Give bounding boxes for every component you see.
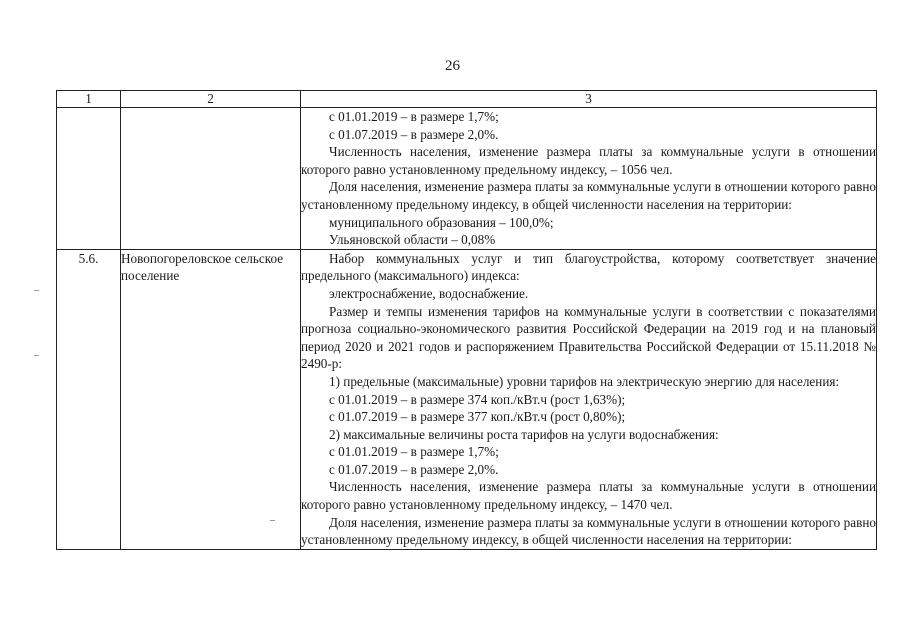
paragraph: Численность населения, изменение размера платы за коммунальные услуги в отношении которого равно установленному предельному индексу, – 1056 чел.: [301, 144, 876, 177]
paragraph: муниципального образования – 100,0%;: [329, 214, 554, 230]
scan-speck: [270, 520, 275, 521]
paragraph: Доля населения, изменение размера платы за коммунальные услуги в отношении которого равно установленному предельному индексу, в общей численности населения на территории:: [301, 179, 876, 212]
row-number-cell: [57, 108, 121, 250]
paragraph: Набор коммунальных услуг и тип благоустройства, которому соответствует значение предельного (максимального) индекса:: [301, 250, 876, 284]
paragraph: с 01.01.2019 – в размере 1,7%;: [329, 109, 499, 124]
paragraph: с 01.07.2019 – в размере 377 коп./кВт.ч (рост 0,80%);: [329, 409, 626, 425]
table-row-continued: [57, 108, 877, 250]
paragraph: с 01.07.2019 – в размере 2,0%.: [329, 461, 499, 477]
column-header-1: 1: [57, 91, 121, 108]
description-cell: [301, 108, 877, 250]
page-number: 26: [445, 58, 460, 74]
document-table: [56, 90, 877, 550]
paragraph: с 01.07.2019 – в размере 2,0%.: [329, 126, 499, 142]
paragraph: 1) предельные (максимальные) уровни тарифов на электрическую энергию для населения:: [329, 373, 840, 389]
paragraph: Доля населения, изменение размера платы за коммунальные услуги в отношении которого равно установленному предельному индексу, в общей численности населения на территории:: [301, 514, 876, 548]
row-number-cell: 5.6.: [57, 249, 121, 549]
paragraph: с 01.01.2019 – в размере 1,7%;: [329, 444, 499, 460]
table-header-row: [57, 91, 877, 108]
paragraph: Размер и темпы изменения тарифов на коммунальные услуги в соответствии с показателями прогноза социально-экономического развития Российской Федерации на 2019 год и на плановый период 2020 и 2021 годов и распоряжением Правительства Российской Федерации от 15.11.2018 № 2490-р:: [301, 303, 876, 372]
scan-speck: [34, 290, 39, 291]
paragraph: электроснабжение, водоснабжение.: [329, 285, 529, 301]
table-row-5-6: [57, 249, 877, 549]
column-header-3: 3: [301, 91, 877, 108]
settlement-name-cell: Новопогореловское сельское поселение: [121, 249, 301, 549]
scan-speck: [34, 355, 39, 356]
paragraph: с 01.01.2019 – в размере 374 коп./кВт.ч (рост 1,63%);: [329, 391, 626, 407]
paragraph: Ульяновской области – 0,08%: [329, 232, 496, 248]
settlement-name-cell: [121, 108, 301, 250]
paragraph: Численность населения, изменение размера платы за коммунальные услуги в отношении которого равно установленному предельному индексу, – 1470 чел.: [301, 479, 876, 513]
column-header-2: 2: [121, 91, 301, 108]
description-cell: [301, 249, 877, 549]
paragraph: 2) максимальные величины роста тарифов на услуги водоснабжения:: [329, 426, 719, 442]
